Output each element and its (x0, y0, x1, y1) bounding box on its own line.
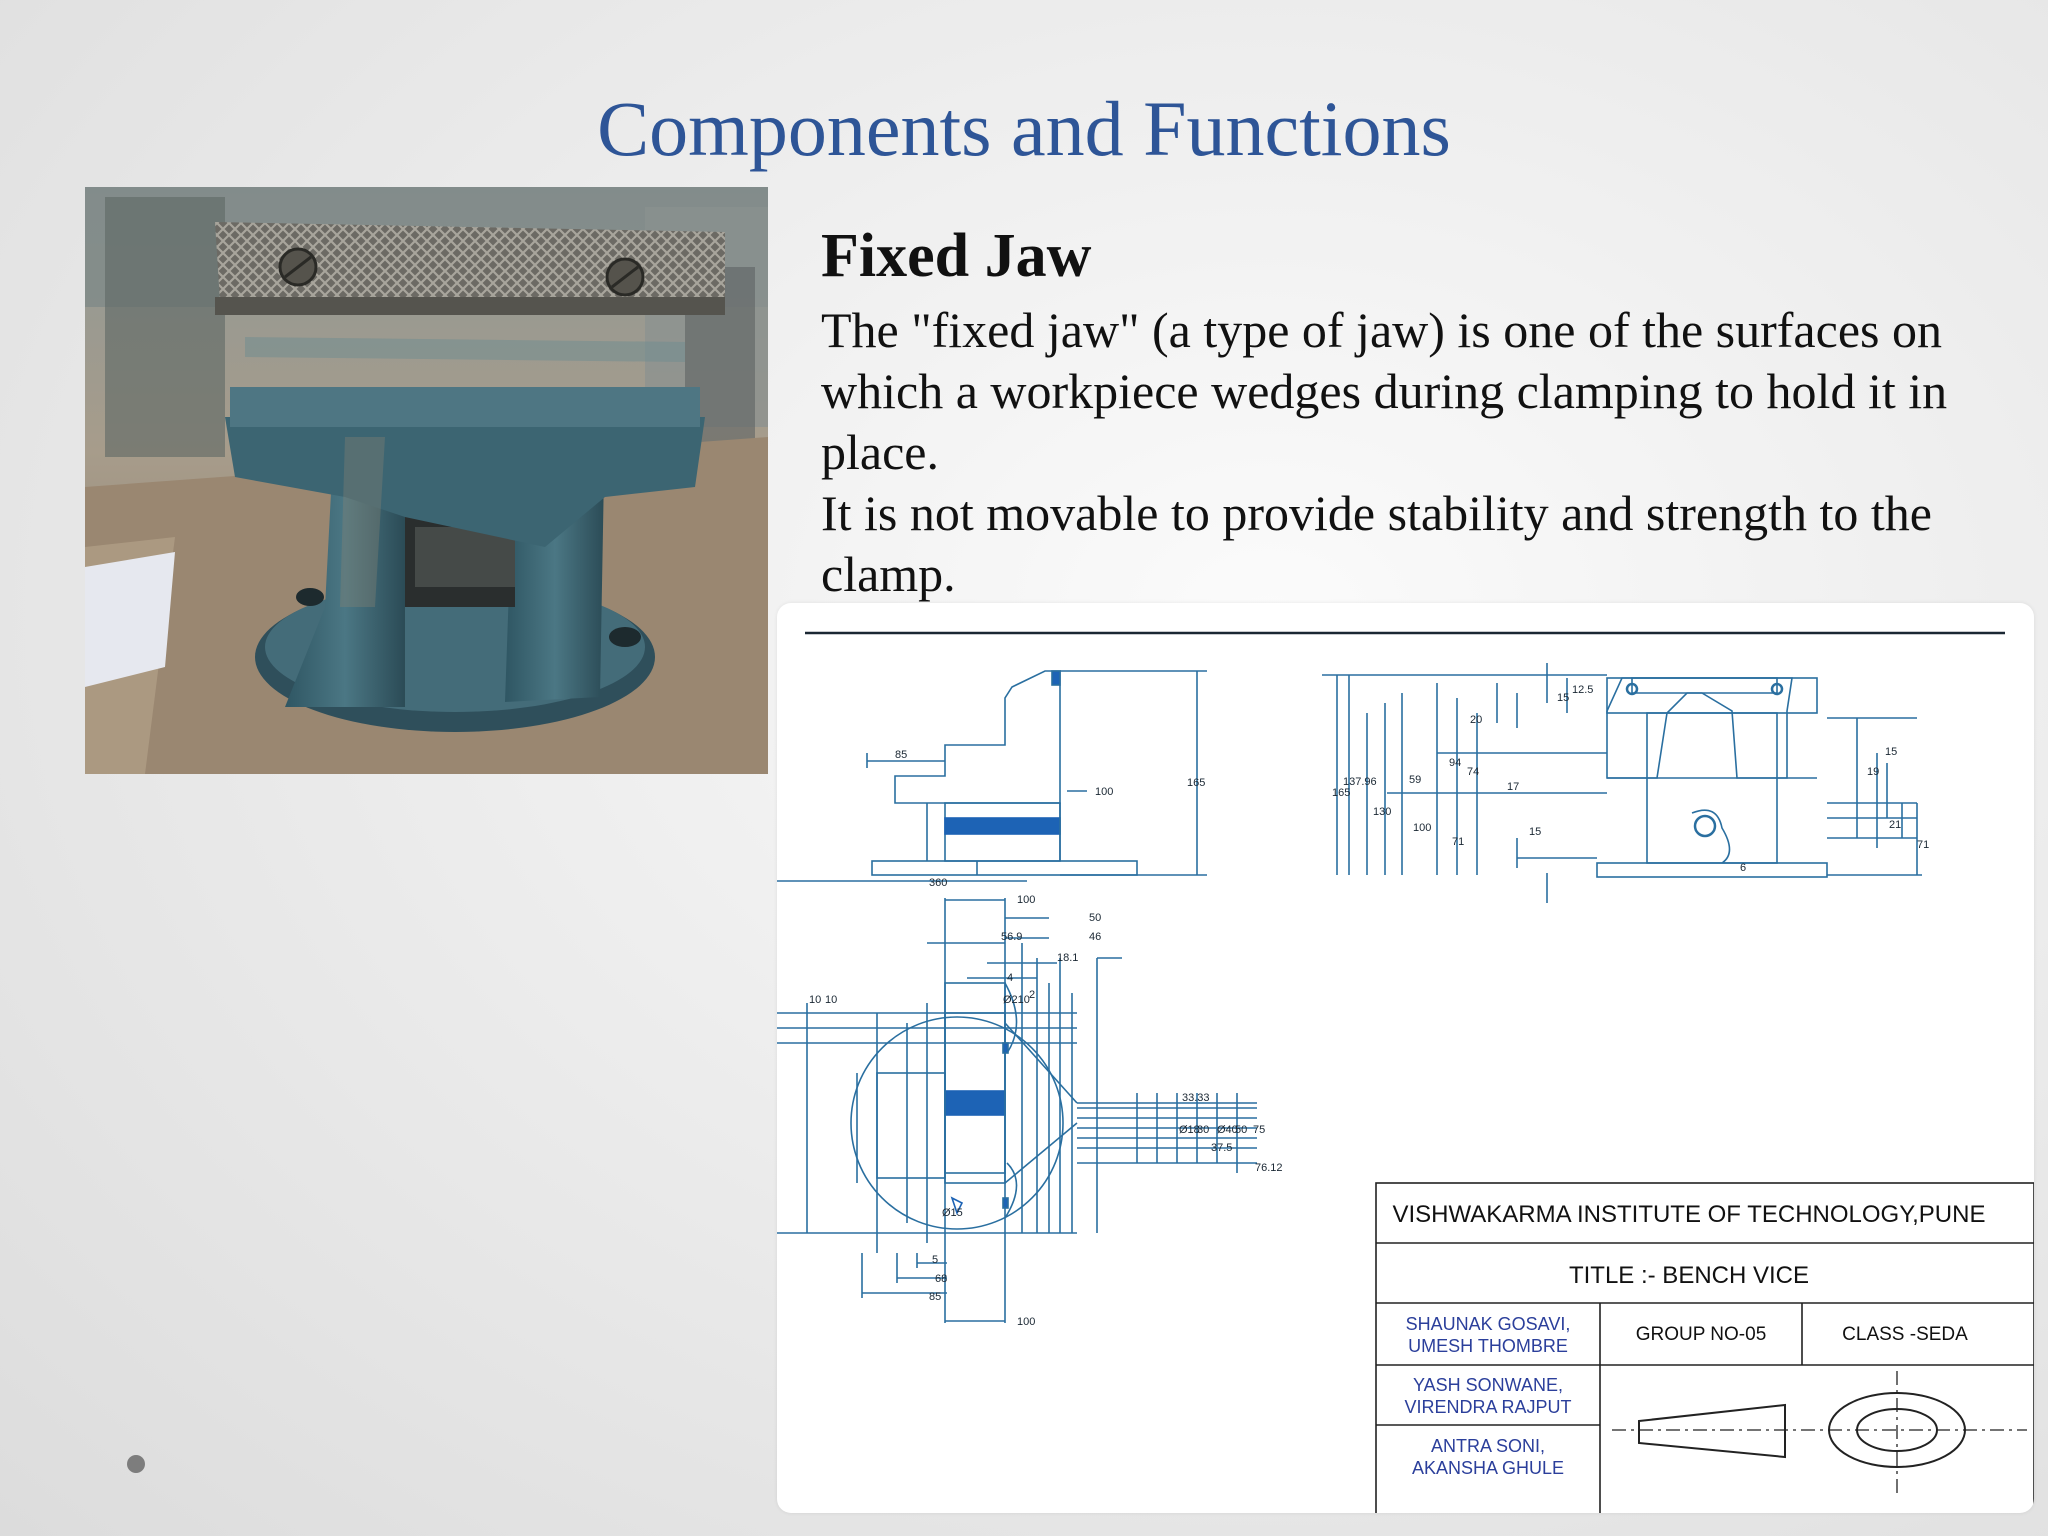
section-heading: Fixed Jaw (821, 222, 1092, 290)
dim-label: 10 (809, 994, 822, 1006)
institute-name: VISHWAKARMA INSTITUTE OF TECHNOLOGY,PUNE (1392, 1201, 1986, 1228)
dim-label: 5 (932, 1254, 939, 1266)
drawing-title: TITLE :- BENCH VICE (1568, 1262, 1810, 1289)
member-name: YASH SONWANE, (1412, 1375, 1564, 1395)
dim-label: 12.5 (1572, 684, 1594, 696)
dim-label: 56.9 (1001, 931, 1023, 943)
member-name: VIRENDRA RAJPUT (1404, 1397, 1572, 1417)
dim-label: 71 (1917, 839, 1930, 851)
dim-label: Ø40 (1217, 1124, 1238, 1136)
member-name: ANTRA SONI, (1430, 1436, 1546, 1456)
dim-label: 18.1 (1057, 952, 1079, 964)
dim-label: 68 (935, 1273, 948, 1285)
front-view (777, 671, 1207, 881)
dim-label: 4 (1007, 972, 1014, 984)
dim-label: 165 (1332, 787, 1351, 799)
engineering-drawing (777, 603, 2034, 1513)
dim-label: 100 (1017, 894, 1036, 906)
dim-label: 100 (1413, 822, 1432, 834)
dimension-labels (809, 684, 1929, 1328)
slide-title: Components and Functions (597, 85, 1451, 172)
dim-label: Ø210 (1003, 994, 1030, 1006)
bullet-dot (127, 1455, 145, 1473)
dim-label: Ø18 (1179, 1124, 1200, 1136)
dim-label: 59 (1409, 774, 1422, 786)
title-block (1376, 1183, 2034, 1513)
dim-label: 2 (1029, 989, 1036, 1001)
dim-label: 37.5 (1211, 1142, 1233, 1154)
dim-label: 15 (1529, 826, 1542, 838)
bench-vice-photo-graphic (85, 187, 768, 774)
dim-label: 165 (1187, 777, 1206, 789)
dim-label: 71 (1452, 836, 1465, 848)
dim-label: 74 (1467, 766, 1480, 778)
dim-label: 50 (1235, 1124, 1248, 1136)
dim-label: 100 (1017, 1316, 1036, 1328)
dim-label: 10 (825, 994, 838, 1006)
dim-label: 15 (1557, 692, 1570, 704)
dim-label: 21 (1889, 819, 1902, 831)
bench-vice-photo (85, 187, 768, 774)
dim-label: 100 (1095, 786, 1114, 798)
description-text (821, 300, 1971, 605)
description-paragraph-2: It is not movable to provide stability and strength to the clamp. (821, 485, 1932, 602)
dim-label: 85 (929, 1291, 942, 1303)
dim-label: 75 (1253, 1124, 1266, 1136)
dim-label: 130 (1373, 806, 1392, 818)
dim-label: 137.96 (1343, 776, 1377, 788)
dim-label: 76.12 (1255, 1162, 1283, 1174)
dim-label: 20 (1470, 714, 1483, 726)
dim-label: 360 (929, 877, 948, 889)
dim-label: 19 (1867, 766, 1880, 778)
dim-label: 17 (1507, 781, 1520, 793)
projection-symbol (1612, 1371, 2027, 1493)
dim-label: 33.33 (1182, 1092, 1210, 1104)
dim-label: 15 (1885, 746, 1898, 758)
dim-label: 30 (1197, 1124, 1210, 1136)
member-name: SHAUNAK GOSAVI, (1405, 1314, 1571, 1334)
dim-label: Ø15 (942, 1207, 963, 1219)
member-name: UMESH THOMBRE (1408, 1336, 1568, 1356)
top-view (777, 898, 1257, 1323)
group-number: GROUP NO-05 (1635, 1324, 1767, 1345)
description-paragraph-1: The "fixed jaw" (a type of jaw) is one of the surfaces on which a workpiece wedges during clamping to hold it in place. (821, 302, 1948, 480)
dim-label: 50 (1089, 912, 1102, 924)
dim-label: 85 (895, 749, 908, 761)
member-name: AKANSHA GHULE (1411, 1458, 1565, 1478)
dim-label: 46 (1089, 931, 1102, 943)
dim-label: 94 (1449, 757, 1462, 769)
engineering-drawing-sheet (777, 603, 2034, 1513)
dim-label: 6 (1740, 862, 1747, 874)
class-name: CLASS -SEDA (1842, 1324, 1968, 1345)
